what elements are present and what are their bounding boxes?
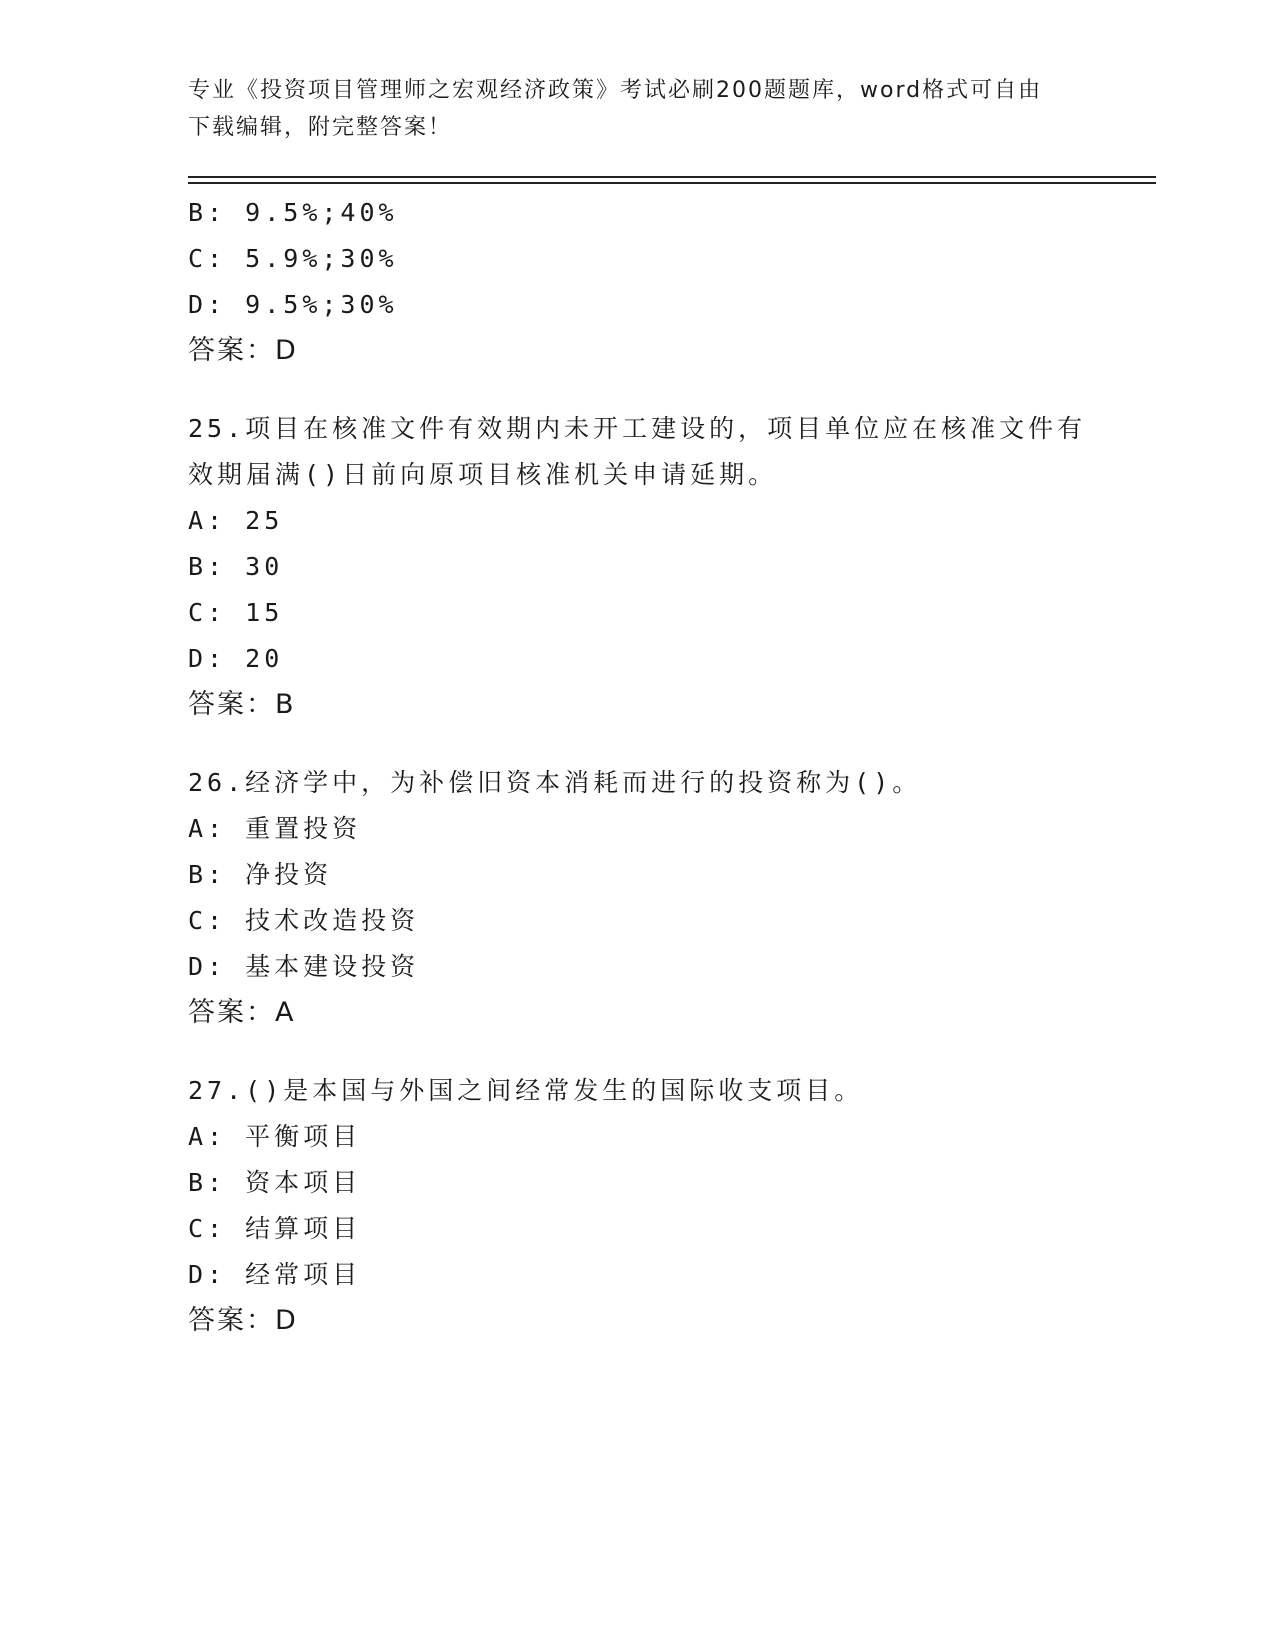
- question-text: [188, 406, 1088, 498]
- option-b: B: 资本项目: [188, 1168, 362, 1197]
- question-text: [188, 760, 1088, 806]
- option-d: D: 经常项目: [188, 1260, 362, 1289]
- option-c: C: 5.9%;30%: [188, 244, 398, 273]
- question-text-line-1: 27.()是本国与外国之间经常发生的国际收支项目。: [188, 1076, 864, 1105]
- prev-question-block: [188, 190, 1088, 374]
- question-27: [188, 1068, 1088, 1344]
- document-header: [188, 72, 1088, 146]
- option-b: B: 净投资: [188, 860, 333, 889]
- answer-line: 答案：D: [188, 1305, 298, 1336]
- option-a: A: 25: [188, 506, 284, 535]
- answer-line: 答案：B: [188, 689, 296, 720]
- option-c: C: 技术改造投资: [188, 906, 420, 935]
- option-b: B: 9.5%;40%: [188, 198, 398, 227]
- option-c: C: 15: [188, 598, 284, 627]
- option-b: B: 30: [188, 552, 284, 581]
- question-list: [188, 190, 1088, 1344]
- option-d: D: 9.5%;30%: [188, 290, 398, 319]
- question-text-line-2: 效期届满()日前向原项目核准机关申请延期。: [188, 460, 778, 489]
- question-25: [188, 406, 1088, 728]
- option-a: A: 重置投资: [188, 814, 362, 843]
- question-text-line-1: 25.项目在核准文件有效期内未开工建设的，项目单位应在核准文件有: [188, 414, 1087, 443]
- option-d: D: 20: [188, 644, 284, 673]
- header-divider-bottom: [188, 182, 1156, 184]
- question-text: [188, 1068, 1088, 1114]
- header-line-1: 专业《投资项目管理师之宏观经济政策》考试必刷200题题库，word格式可自由: [188, 78, 1043, 103]
- option-c: C: 结算项目: [188, 1214, 362, 1243]
- answer-line: 答案：D: [188, 335, 298, 366]
- header-divider-top: [188, 176, 1156, 178]
- answer-line: 答案：A: [188, 997, 296, 1028]
- option-d: D: 基本建设投资: [188, 952, 420, 981]
- header-line-2: 下载编辑，附完整答案！: [188, 115, 453, 140]
- option-a: A: 平衡项目: [188, 1122, 362, 1151]
- question-26: [188, 760, 1088, 1036]
- question-text-line-1: 26.经济学中，为补偿旧资本消耗而进行的投资称为()。: [188, 768, 922, 797]
